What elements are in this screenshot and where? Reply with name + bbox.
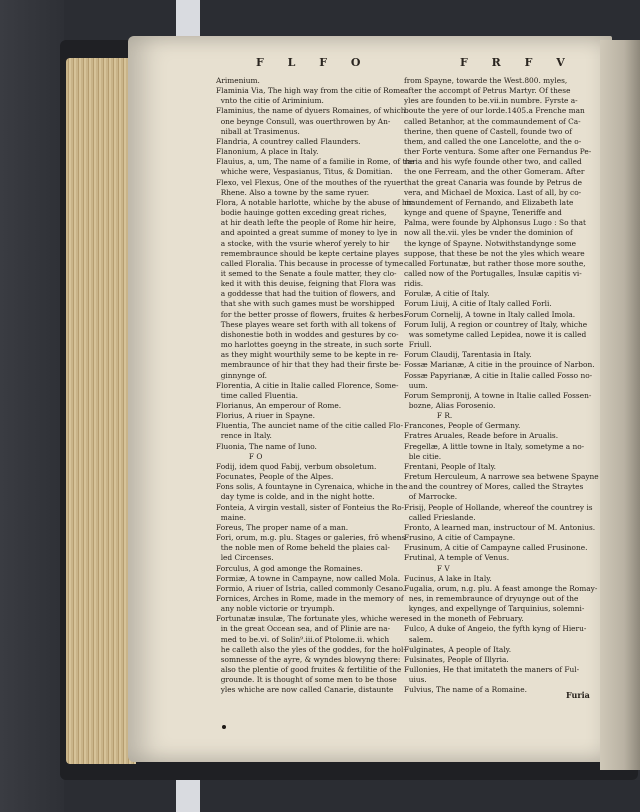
dictionary-entry-line: Fullonies, He that imitateth the maners of Ful- <box>404 665 580 675</box>
dictionary-entry-line: it semed to the Senate a foule matter, they clo- <box>216 268 397 278</box>
dictionary-entry-line: called Betanhor, at the commaundement of Ca- <box>404 116 581 126</box>
dictionary-entry-line: Focunates, People of the Alpes. <box>216 472 334 482</box>
dictionary-entry-line: for the better prosse of flowers, fruites & herbes. <box>216 309 406 319</box>
dictionary-entry-line: one beynge Consull, was ouerthrowen by An- <box>216 116 391 126</box>
dictionary-entry-line: vera, and Michael de Moxica. Last of all, by co- <box>404 187 582 197</box>
dictionary-entry-line: Florianus, An emperour of Rome. <box>216 401 342 410</box>
dictionary-entry-line: Flandria, A countrey called Flaunders. <box>216 136 361 146</box>
dictionary-entry-line: Formiæ, A towne in Campayne, now called Mola. <box>216 573 401 583</box>
dictionary-entry-line: yles are founden to be.vii.in numbre. Fyrste a- <box>404 96 578 106</box>
dictionary-entry-line: Friull. <box>404 340 432 350</box>
dictionary-entry-line: bozne, Alias Forosenio. <box>404 401 496 410</box>
dictionary-entry-line: day tyme is colde, and in the night hotte. <box>216 492 375 502</box>
dictionary-entry-line: mo harlottes goeyng in the streate, in such sorte <box>216 340 404 350</box>
dictionary-entry-line: remembraunce should be kepte certaine playes <box>216 248 400 258</box>
dictionary-entry-line: Fucinus, A lake in Italy. <box>404 573 492 583</box>
dictionary-entry-line: Fodij, idem quod Fabij, verbum obsoletum. <box>216 461 377 471</box>
dictionary-entry-line: Fulsinates, People of Illyria. <box>404 654 509 664</box>
dictionary-entry-line: Florius, A riuer in Spayne. <box>216 411 316 421</box>
dictionary-entry-line: Formio, A riuer of Istria, called commonly Cesano. <box>216 583 406 593</box>
dictionary-entry-line: kynges, and expellynge of Tarquinius, solemni- <box>404 604 585 614</box>
dictionary-entry-line: med to be.vi. of Solin⁹.iii.of Ptolome.ii. which <box>216 634 390 644</box>
dictionary-entry-line: the one Ferream, and the other Gomeram. After <box>404 167 585 177</box>
dictionary-entry-line: at hir death lefte the people of Rome hir heire, <box>216 218 397 228</box>
dictionary-entry-line: Forum Liuij, A citie of Italy called Forli. <box>404 299 552 309</box>
dictionary-entry-line: was sometyme called Lepidea, nowe it is called <box>404 329 587 339</box>
dictionary-entry-line: ridis. <box>404 279 424 289</box>
dictionary-entry-line: the kynge of Spayne. Notwithstandynge some <box>404 238 577 248</box>
dictionary-entry-line: Fluonia, The name of Iuno. <box>216 441 317 451</box>
dictionary-entry-line: F R. <box>404 411 453 421</box>
dictionary-entry-line: from Spayne, towarde the West.800. myles, <box>404 76 568 85</box>
dictionary-entry-line: F V <box>404 563 450 573</box>
dictionary-entry-line: maine. <box>216 512 246 522</box>
dictionary-entry-line: uum. <box>404 380 428 390</box>
dictionary-entry-line: Forulæ, A citie of Italy. <box>404 289 490 299</box>
dictionary-entry-line: Flanonium, A place in Italy. <box>216 147 319 157</box>
dictionary-entry-line: Fori, orum, m.g. plu. Stages or galeries, frō whens <box>216 533 406 543</box>
dictionary-entry-line: of Marrocke. <box>404 492 458 502</box>
dictionary-entry-line: bodie hauinge gotten exceding great riches, <box>216 208 387 218</box>
dictionary-entry-line: them, and called the one Lancelotte, and the o- <box>404 136 582 146</box>
dictionary-entry-line: Fulginates, A people of Italy. <box>404 644 512 654</box>
dictionary-entry-line: Forum Sempronij, A towne in Italie called Fossen- <box>404 390 592 400</box>
dictionary-entry-line: raria and his wyfe founde other two, and called <box>404 157 582 167</box>
dictionary-entry-line: Forculus, A god amonge the Romaines. <box>216 563 363 573</box>
dictionary-entry-line: yles whiche are now called Canarie, distaunte <box>216 685 394 695</box>
dictionary-entry-line: nes, in remembraunce of dryuynge out of the <box>404 593 579 603</box>
dictionary-entry-line: Flora, A notable harlotte, whiche by the abuse of hir <box>216 197 413 207</box>
dictionary-entry-line: the noble men of Rome beheld the plaies cal- <box>216 543 390 553</box>
dictionary-entry-line: Francones, People of Germany. <box>404 421 521 431</box>
dictionary-entry-line: Flaminius, the name of dyuers Romaines, of which <box>216 106 406 116</box>
dictionary-entry-line: Foreus, The proper name of a man. <box>216 522 349 532</box>
dictionary-entry-line: Fratres Aruales, Reade before in Arualis. <box>404 431 559 441</box>
dictionary-entry-line: Forum Cornelij, A towne in Italy called Imola. <box>404 309 576 319</box>
dictionary-entry-line: Forum Claudij, Tarentasia in Italy. <box>404 350 532 360</box>
dictionary-entry-line: led Circenses. <box>216 553 274 563</box>
dictionary-entry-line: called Floralia. This because in processe of tyme <box>216 258 404 268</box>
dictionary-entry-line: These playes weare set forth with all tokens of <box>216 319 396 329</box>
dictionary-entry-line: uius. <box>404 675 427 685</box>
dictionary-entry-line: Fortunatæ insulæ, The fortunate yles, whiche were <box>216 614 409 624</box>
dictionary-entry-line: and apointed a great summe of money to lye in <box>216 228 398 238</box>
dictionary-column-right <box>404 76 599 696</box>
dictionary-entry-line: Frusino, A citie of Campayne. <box>404 533 516 543</box>
dictionary-entry-line: called Fortunatæ, but rather those more southe, <box>404 258 586 268</box>
dictionary-entry-line: Forum Iulij, A region or countrey of Italy, whiche <box>404 319 588 329</box>
dictionary-entry-line: also the plentie of good fruites & fertilitie of the <box>216 665 402 675</box>
dictionary-entry-line: any noble victorie or tryumph. <box>216 604 335 614</box>
dictionary-entry-line: a stocke, with the vsurie wherof yerely to hir <box>216 238 390 248</box>
dictionary-entry-line: ginnynge of. <box>216 370 267 380</box>
dictionary-entry-line: Frutinal, A temple of Venus. <box>404 553 510 563</box>
dictionary-entry-line: after the accompt of Petrus Martyr. Of these <box>404 86 571 96</box>
dictionary-entry-line: ther Forte ventura. Some after one Fernandus Pe- <box>404 147 592 157</box>
dictionary-entry-line: time called Fluentia. <box>216 390 298 400</box>
dictionary-entry-line: membraunce of hir that they had their firste be- <box>216 360 401 370</box>
dictionary-entry-line: Frisij, People of Hollande, whereof the countrey is <box>404 502 593 512</box>
dictionary-entry-line: Fretum Herculeum, A narrowe sea betwene Spayne <box>404 472 599 482</box>
dictionary-entry-line: a goddesse that had the tuition of flowers, and <box>216 289 396 299</box>
dictionary-entry-line: and the countrey of Mores, called the Straytes <box>404 482 584 492</box>
dictionary-entry-line: Fons solis, A fountayne in Cyrenaica, whiche in the <box>216 482 408 492</box>
page-mark-dot <box>222 725 226 729</box>
dictionary-entry-line: Frusinum, A citie of Campayne called Frusinone. <box>404 543 588 553</box>
dictionary-entry-line: Flaminia Via, The high way from the citie of Rome <box>216 86 405 96</box>
dictionary-entry-line: that the great Canaria was founde by Petrus de <box>404 177 582 187</box>
dictionary-entry-line: Fonteia, A virgin vestall, sister of Fonteius the Ro- <box>216 502 405 512</box>
dictionary-entry-line: ble citie. <box>404 451 442 461</box>
dictionary-entry-line: sed in the moneth of February. <box>404 614 524 624</box>
dictionary-entry-line: kynge and quene of Spayne, Teneriffe and <box>404 208 562 218</box>
dictionary-entry-line: maundement of Fernando, and Elizabeth late <box>404 197 574 207</box>
dictionary-entry-line: now all the.vii. yles be vnder the dominion of <box>404 228 573 238</box>
dictionary-entry-line: boute the yere of our lorde.1405.a Frenche man <box>404 106 585 116</box>
dictionary-entry-line: Fronto, A learned man, instructour of M. Antonius. <box>404 522 596 532</box>
dictionary-entry-line: Frentani, People of Italy. <box>404 461 497 471</box>
dictionary-entry-line: Fornices, Arches in Rome, made in the memory of <box>216 593 404 603</box>
dictionary-entry-line: grounde. It is thought of some men to be those <box>216 675 397 685</box>
dictionary-entry-line: in the great Occean sea, and of Plinie are na- <box>216 624 391 634</box>
dictionary-entry-line: Fregellæ, A little towne in Italy, sometyme a no- <box>404 441 585 451</box>
running-head-right: F R F V <box>460 56 575 69</box>
dictionary-entry-line: called Frieslande. <box>404 512 476 522</box>
dictionary-entry-line: as they might wourthily seme to be kepte in re- <box>216 350 399 360</box>
dictionary-entry-line: he calleth also the yles of the goddes, for the hol- <box>216 644 406 654</box>
measuring-ruler-top <box>176 0 200 36</box>
dictionary-entry-line: vnto the citie of Ariminium. <box>216 96 324 106</box>
dictionary-entry-line: ked it with this deuise, feigning that Flora was <box>216 279 396 289</box>
dictionary-entry-line: Flexo, vel Flexus, One of the mouthes of the ryuer <box>216 177 405 187</box>
dictionary-entry-line: Florentia, A citie in Italie called Florence, Some- <box>216 380 399 390</box>
catchword: Furia <box>566 690 590 700</box>
dictionary-entry-line: rence in Italy. <box>216 431 272 441</box>
dictionary-entry-line: Fossæ Marianæ, A citie in the prouince of Narbon. <box>404 360 595 370</box>
dictionary-entry-line: Fugalia, orum, n.g. plu. A feast amonge the Romay- <box>404 583 598 593</box>
dictionary-entry-line: Fulvius, The name of a Romaine. <box>404 685 527 695</box>
dictionary-entry-line: whiche were, Vespasianus, Titus, & Domitian. <box>216 167 393 177</box>
dictionary-entry-line: Fulco, A duke of Angeio, the fyfth kyng of Hieru- <box>404 624 587 634</box>
dictionary-entry-line: therine, then quene of Castell, founde two of <box>404 126 572 136</box>
dictionary-entry-line: Rhene. Also a towne by the same ryuer. <box>216 187 370 197</box>
dictionary-entry-line: suppose, that these be not the yles which weare <box>404 248 585 258</box>
dictionary-entry-line: niball at Trasimenus. <box>216 126 300 136</box>
dictionary-entry-line: dishonestie both in woddes and gestures by co- <box>216 329 399 339</box>
running-head-left: F L F O <box>256 56 371 69</box>
dictionary-entry-line: Fossæ Papyrianæ, A citie in Italie called Fosso no- <box>404 370 593 380</box>
dictionary-entry-line: Flauius, a, um, The name of a familie in Rome, of the <box>216 157 415 167</box>
dictionary-entry-line: Arimenium. <box>216 76 260 85</box>
dictionary-entry-line: F O <box>216 451 263 461</box>
book-page-edges <box>66 58 136 764</box>
dictionary-entry-line: Palma, were founde by Alphonsus Lugo : So that <box>404 218 586 228</box>
left-ruler-background <box>0 0 64 812</box>
dictionary-entry-line: Fluentia, The aunciet name of the citie called Flo- <box>216 421 403 431</box>
dictionary-entry-line: that she with such games must be worshipped <box>216 299 395 309</box>
dictionary-entry-line: salem. <box>404 634 433 644</box>
facing-page-gutter <box>600 40 640 770</box>
dictionary-entry-line: called now of the Portugalles, Insulæ capitis vi- <box>404 268 582 278</box>
dictionary-entry-line: somnesse of the ayre, & wyndes blowyng there: <box>216 654 401 664</box>
